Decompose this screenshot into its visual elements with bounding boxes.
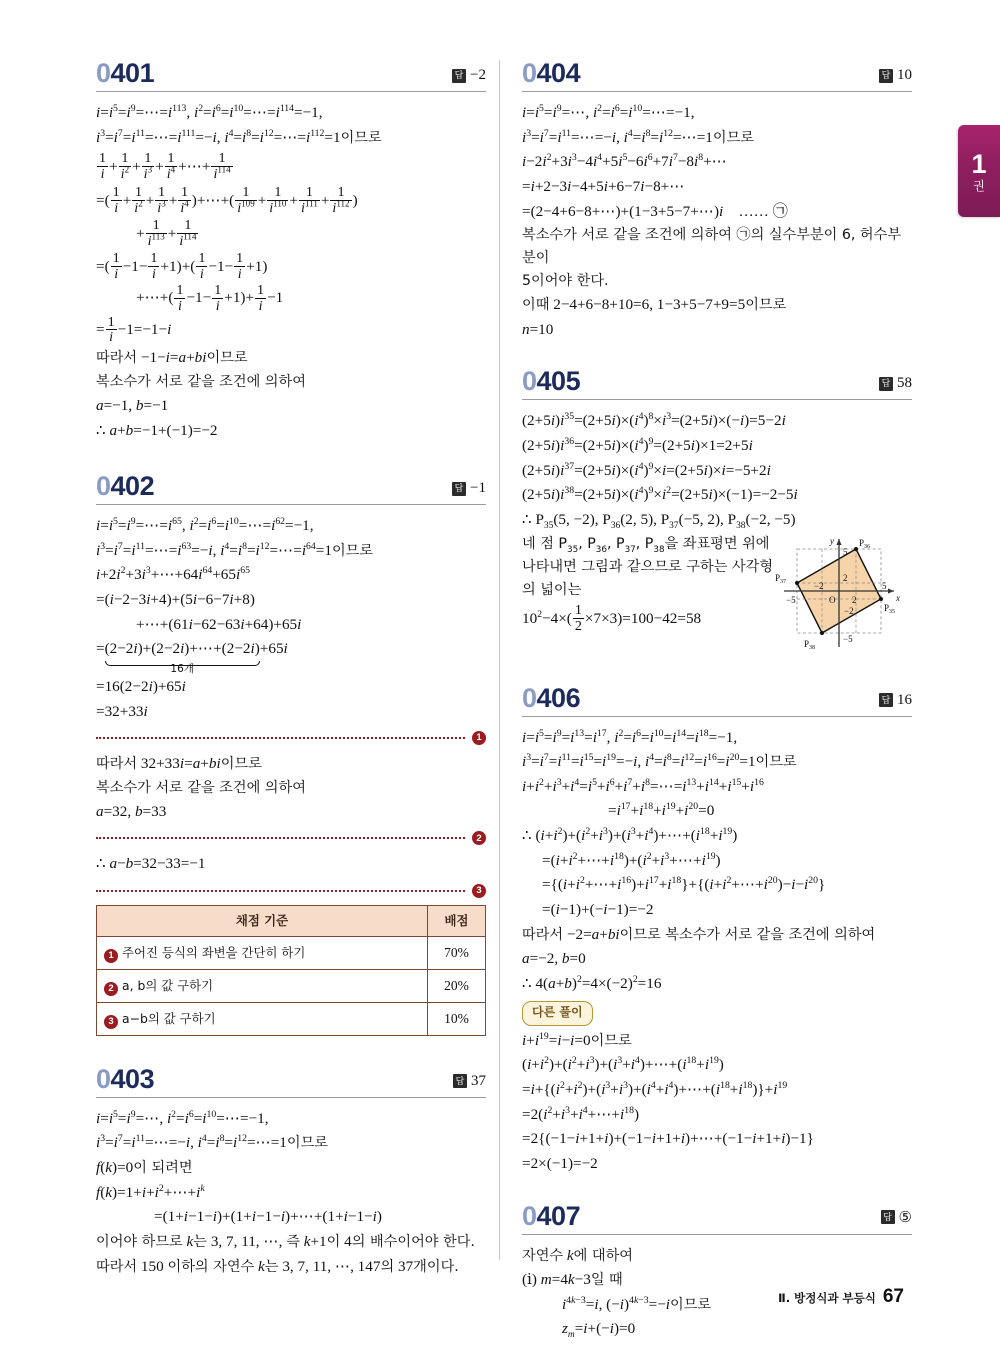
math-line: $(2+5i)i^{37}=(2+5i)\times(i^4)^9\times i=(2+5i)\times i=-5+2i$ bbox=[522, 460, 771, 479]
answer-value: ⑤ bbox=[898, 1209, 912, 1226]
math-line: $i+i^{19}=i-i=0$이므로 bbox=[522, 1030, 632, 1049]
math-line: a=−1, b=−1 bbox=[96, 396, 169, 414]
header-rule bbox=[522, 91, 912, 92]
problem-0406-number: 0406 bbox=[522, 682, 581, 713]
svg-text:−2: −2 bbox=[814, 580, 824, 591]
problem-0405-body bbox=[522, 409, 912, 658]
math-line: $i^3=i^7=i^{11}=\cdots=-i$, $i^4=i^8=i^{12}=\cdots=1$이므로 bbox=[522, 127, 754, 146]
problem-0404-header bbox=[522, 60, 912, 91]
problem-0403-body bbox=[96, 1107, 486, 1279]
svg-text:P38: $P_{38}$ bbox=[804, 638, 816, 651]
svg-text:−5: −5 bbox=[843, 633, 853, 644]
problem-0406-answer bbox=[879, 692, 912, 712]
math-line: ∴ $(i+i^2)+(i^2+i^3)+(i^3+i^4)+\cdots+(i^{18}+i^{19})$ bbox=[522, 825, 738, 844]
svg-text:2: 2 bbox=[852, 594, 857, 605]
volume-number: 1 bbox=[971, 148, 987, 179]
math-line: 따라서 −2=a+bi이므로 복소수가 서로 같을 조건에 의하여 bbox=[522, 925, 876, 943]
math-line: =(i−1)+(−i−1)=−2 bbox=[542, 900, 654, 918]
math-line: ∴ a+b=−1+(−1)=−2 bbox=[96, 421, 218, 439]
problem-0401 bbox=[96, 60, 486, 443]
step-marker: 3 bbox=[472, 884, 486, 898]
problem-0407-number: 0407 bbox=[522, 1200, 581, 1231]
underbrace: (2−2i)+(2−2i)+⋯+(2−2i) 16개 bbox=[104, 640, 260, 675]
math-line: 복소수가 서로 같을 조건에 의하여 ㉠의 실수부분이 6, 허수부분이 bbox=[522, 227, 902, 267]
math-line: $(2+5i)i^{38}=(2+5i)\times(i^4)^9\times i^2=(2+5i)\times(-1)=-2-5i$ bbox=[522, 485, 798, 504]
step-separator-1 bbox=[96, 731, 486, 745]
math-line: =(2−2i)+(2−2i)+⋯+(2−2i) 16개 +65i bbox=[96, 637, 486, 675]
math-line: $f(k)=1+i+i^2+\cdots+i^k$ bbox=[96, 1182, 205, 1201]
problem-0402-body bbox=[96, 514, 486, 1036]
math-line: $i=i^5=i^9=i^{13}=i^{17}$, $i^2=i^6=i^{10}=i^{14}=i^{18}=-1$, bbox=[522, 727, 738, 746]
math-line: $i+2i^2+3i^3+\cdots+64i^{64}+65i^{65}$ bbox=[96, 565, 250, 584]
math-line: =2×(−1)=−2 bbox=[522, 1154, 598, 1172]
math-line: $i=i^5=i^9=\cdots$, $i^2=i^6=i^{10}=\cdots=-1$, bbox=[522, 102, 695, 121]
math-line: +⋯+(61i−62−63i+64)+65i bbox=[136, 615, 302, 633]
column-divider bbox=[499, 60, 500, 1260]
math-line: $=i+\{(i^2+i^2)+(i^3+i^3)+(i^4+i^4)+\cdots+(i^{18}+i^{18})\}+i^{19}$ bbox=[522, 1080, 788, 1099]
header-rule bbox=[96, 504, 486, 505]
math-line: =32+33i bbox=[96, 702, 148, 720]
problem-0402-number: 0402 bbox=[96, 471, 155, 502]
math-line: $i=i^5=i^9=\cdots=i^{65}$, $i^2=i^6=i^{10}=\cdots=i^{62}=-1$, bbox=[96, 516, 314, 535]
header-rule bbox=[96, 91, 486, 92]
math-line: 이어야 하므로 k는 3, 7, 11, ⋯, 즉 k+1이 4의 배수이어야 한다. bbox=[96, 1232, 475, 1250]
math-line: =(2−4+6−8+⋯)+(1−3+5−7+⋯)i …… ㉠ bbox=[522, 202, 788, 220]
answer-icon: 답 bbox=[881, 1210, 895, 1224]
answer-icon: 답 bbox=[879, 377, 893, 391]
answer-value: 58 bbox=[897, 375, 912, 392]
math-line: $=2(i^2+i^3+i^4+\cdots+i^{18})$ bbox=[522, 1104, 639, 1123]
math-line: $10^2-4\times$( $\frac{1}{2}$ ×7×3)=100−42=58 bbox=[522, 601, 702, 634]
answer-icon: 답 bbox=[452, 482, 466, 496]
math-line: + $\frac{1}{i^{113}}$ + $\frac{1}{i^{114}}$ bbox=[136, 217, 197, 250]
problem-0401-number: 0401 bbox=[96, 58, 155, 88]
criterion-cell bbox=[97, 970, 428, 1003]
header-rule bbox=[522, 399, 912, 400]
svg-text:5: 5 bbox=[843, 546, 848, 557]
header-rule bbox=[522, 716, 912, 717]
math-line: =2{(−1−i+1+i)+(−1−i+1+i)+⋯+(−1−i+1+i)−1} bbox=[522, 1130, 814, 1148]
problem-0407-header bbox=[522, 1200, 912, 1234]
math-line: ∴ $P_{35}(5$, −2), $P_{36}(2$, 5), $P_{37}(-5$, 2), $P_{38}(-2$, −5) bbox=[522, 510, 796, 531]
answer-value: 37 bbox=[471, 1072, 486, 1089]
math-line: 따라서 −1−i=a+bi이므로 bbox=[96, 349, 248, 367]
criterion-text: a, b의 값 구하기 bbox=[122, 977, 214, 993]
problem-0406-header bbox=[522, 682, 912, 716]
problem-0401-body bbox=[96, 101, 486, 443]
math-line: 이때 2−4+6−8+10=6, 1−3+5−7+9=5이므로 bbox=[522, 296, 787, 314]
right-column bbox=[522, 60, 912, 1346]
svg-text:5: 5 bbox=[882, 580, 887, 591]
points-cell: 20% bbox=[428, 970, 486, 1003]
math-line: a=−2, b=0 bbox=[522, 950, 586, 968]
svg-text:P35: $P_{35}$ bbox=[884, 602, 896, 615]
math-line: (ⅰ) m=4k−3일 때 bbox=[522, 1271, 623, 1289]
problem-0403-number: 0403 bbox=[96, 1063, 155, 1094]
math-line: =( $\frac{1}{i}$ + $\frac{1}{i^2}$ + $\frac{1}{i^3}$ + $\frac{1}{i^4}$ )+⋯+( $\frac{1}{i^{109}}$ + $\frac{1}{i^{110}}$ + $\frac{1}{i^{111}}$ + $\frac{1}{i^{112}}$ ) bbox=[96, 183, 358, 216]
svg-text:O: O bbox=[829, 594, 836, 605]
problem-0402 bbox=[96, 473, 486, 1036]
problem-0402-header bbox=[96, 473, 486, 504]
coordinate-plane-figure bbox=[774, 529, 912, 657]
volume-unit: 권 bbox=[973, 178, 985, 193]
criterion-cell bbox=[97, 1002, 428, 1035]
header-rule bbox=[96, 1097, 486, 1098]
problem-0401-header bbox=[96, 60, 486, 91]
math-line: n=10 bbox=[522, 320, 554, 338]
header-rule bbox=[522, 1234, 912, 1235]
math-line: 네 점 $P_{35}$, $P_{36}$, $P_{37}$, $P_{38}$을 좌표평면 위에 bbox=[522, 535, 770, 555]
svg-text:−2: −2 bbox=[844, 605, 854, 616]
svg-text:P37: $P_{37}$ bbox=[775, 572, 787, 585]
problem-0404-number: 0404 bbox=[522, 58, 581, 88]
table-row bbox=[97, 970, 486, 1003]
math-line: $z_m=i+(-i)=0$ bbox=[562, 1320, 636, 1341]
math-line: =( $\frac{1}{i}$ −1− $\frac{1}{i}$ +1)+( $\frac{1}{i}$ −1− $\frac{1}{i}$ +1) bbox=[96, 249, 268, 282]
step-separator-3 bbox=[96, 884, 486, 898]
math-line: 따라서 150 이하의 자연수 k는 3, 7, 11, ⋯, 147의 37개이다. bbox=[96, 1257, 459, 1275]
answer-icon: 답 bbox=[453, 1074, 467, 1088]
step-marker: 2 bbox=[104, 982, 118, 996]
step-marker: 1 bbox=[472, 731, 486, 745]
dotted-line bbox=[96, 737, 465, 739]
math-line: $(i+i^2)+(i^2+i^3)+(i^3+i^4)+\cdots+(i^{18}+i^{19})$ bbox=[522, 1055, 724, 1074]
math-line: $i-2i^2+3i^3-4i^4+5i^5-6i^6+7i^7-8i^8+\cdots$ bbox=[522, 152, 727, 171]
problem-0407 bbox=[522, 1200, 912, 1343]
step-separator-2 bbox=[96, 831, 486, 845]
column-header-points: 배점 bbox=[428, 906, 486, 937]
math-line: $i^3=i^7=i^{11}=\cdots=i^{111}=-i$, $i^4=i^8=i^{12}=\cdots=i^{112}=1$이므로 bbox=[96, 127, 382, 146]
svg-text:P36: $P_{36}$ bbox=[859, 537, 871, 550]
math-line: = $\frac{1}{i}$ −1=−1−i bbox=[96, 313, 172, 346]
math-line: =i+2−3i−4+5i+6−7i−8+⋯ bbox=[522, 177, 685, 195]
scoring-table bbox=[96, 905, 486, 1036]
math-line: $i^3=i^7=i^{11}=\cdots=i^{63}=-i$, $i^4=i^8=i^{12}=\cdots=i^{64}=1$이므로 bbox=[96, 540, 374, 559]
page-footer bbox=[778, 1286, 904, 1308]
math-line: 자연수 k에 대하여 bbox=[522, 1246, 634, 1264]
criterion-cell bbox=[97, 937, 428, 970]
volume-tab bbox=[958, 125, 1000, 217]
problem-0401-answer bbox=[452, 67, 486, 87]
alt-solution-badge-wrap bbox=[522, 996, 912, 1028]
problem-0407-answer bbox=[881, 1208, 912, 1230]
math-line: 5이어야 한다. bbox=[522, 273, 609, 290]
math-line: $i=i^5=i^9=\cdots=i^{113}$, $i^2=i^6=i^{10}=\cdots=i^{114}=-1$, bbox=[96, 102, 323, 121]
problem-0405-header bbox=[522, 368, 912, 399]
footer-page-number: 67 bbox=[882, 1286, 904, 1307]
math-line: $i^{4k-3}=i$, $(-i)^{4k-3}=-i$이므로 bbox=[562, 1294, 712, 1313]
dotted-line bbox=[96, 890, 465, 892]
math-line: ∴ $4(a+b)^2=4\times(-2)^2=16$ bbox=[522, 973, 662, 992]
svg-text:2: 2 bbox=[843, 572, 848, 583]
footer-chapter: Ⅱ. 방정식과 부등식 bbox=[778, 1291, 876, 1305]
math-line: ∴ a−b=32−33=−1 bbox=[96, 855, 206, 873]
column-header-criterion: 채점 기준 bbox=[97, 906, 428, 937]
problem-0406 bbox=[522, 682, 912, 1177]
problem-0404-body bbox=[522, 101, 912, 342]
table-row bbox=[97, 937, 486, 970]
problem-0403 bbox=[96, 1063, 486, 1279]
math-line: 따라서 32+33i=a+bi이므로 bbox=[96, 755, 262, 773]
equation-tag: …… ㉠ bbox=[738, 202, 788, 220]
math-line: 복소수가 서로 같을 조건에 의하여 bbox=[96, 373, 306, 390]
math-line: $(2+5i)i^{35}=(2+5i)\times(i^4)^8\times i^3=(2+5i)\times(-i)=5-2i$ bbox=[522, 411, 786, 430]
step-marker: 2 bbox=[472, 831, 486, 845]
dotted-line bbox=[96, 837, 465, 839]
problem-0404-answer bbox=[879, 67, 912, 87]
answer-icon: 답 bbox=[879, 693, 893, 707]
svg-text:y: y bbox=[830, 535, 834, 546]
math-line: =16(2−2i)+65i bbox=[96, 677, 186, 695]
answer-icon: 답 bbox=[452, 69, 466, 83]
step-marker: 1 bbox=[104, 949, 118, 963]
math-line: 나타내면 그림과 같으므로 구하는 사각형 bbox=[522, 558, 774, 575]
answer-value: −2 bbox=[470, 67, 486, 83]
math-line: 복소수가 서로 같을 조건에 의하여 bbox=[96, 779, 306, 796]
problem-0404 bbox=[522, 60, 912, 342]
svg-text:−5: −5 bbox=[786, 594, 796, 605]
step-marker: 3 bbox=[104, 1015, 118, 1029]
math-line: $i^3=i^7=i^{11}=i^{15}=i^{19}=-i$, $i^4=i^8=i^{12}=i^{16}=i^{20}=1$이므로 bbox=[522, 752, 797, 771]
table-row bbox=[97, 1002, 486, 1035]
math-line: =(i−2−3i+4)+(5i−6−7i+8) bbox=[96, 591, 255, 609]
math-line: $=i^{17}+i^{18}+i^{19}+i^{20}=0$ bbox=[608, 801, 715, 820]
math-line: $i^3=i^7=i^{11}=\cdots=-i$, $i^4=i^8=i^{12}=\cdots=1$이므로 bbox=[96, 1133, 328, 1152]
math-line: a=32, b=33 bbox=[96, 802, 167, 820]
problem-0405-number: 0405 bbox=[522, 366, 581, 397]
points-cell: 70% bbox=[428, 937, 486, 970]
math-line: $i+i^2+i^3+i^4=i^5+i^6+i^7+i^8=\cdots=i^{13}+i^{14}+i^{15}+i^{16}$ bbox=[522, 776, 764, 795]
problem-0406-body bbox=[522, 726, 912, 1177]
problem-0405 bbox=[522, 368, 912, 658]
answer-value: 10 bbox=[897, 67, 912, 83]
math-line: =(1+i−1−i)+(1+i−1−i)+⋯+(1+i−1−i) bbox=[154, 1208, 382, 1226]
svg-text:x: x bbox=[896, 592, 900, 603]
math-line: $(2+5i)i^{36}=(2+5i)\times(i^4)^9=(2+5i)\times 1=2+5i$ bbox=[522, 435, 753, 454]
math-line: $i=i^5=i^9=\cdots$, $i^2=i^6=i^{10}=\cdots=-1$, bbox=[96, 1108, 269, 1127]
math-line: $=(i+i^2+\cdots+i^{18})+(i^2+i^3+\cdots+i^{19})$ bbox=[542, 850, 721, 869]
problem-0403-header bbox=[96, 1063, 486, 1097]
points-cell: 10% bbox=[428, 1002, 486, 1035]
left-column bbox=[96, 60, 486, 1283]
criterion-text: a−b의 값 구하기 bbox=[122, 1010, 216, 1026]
math-line: f(k)=0이 되려면 bbox=[96, 1159, 193, 1176]
problem-0405-answer bbox=[879, 375, 912, 395]
answer-value: −1 bbox=[470, 480, 486, 497]
alt-solution-badge: 다른 풀이 bbox=[522, 1001, 593, 1025]
math-line: 의 넓이는 bbox=[522, 581, 582, 598]
problem-0402-answer bbox=[452, 480, 486, 500]
math-line: $\frac{1}{i}$ + $\frac{1}{i^2}$ + $\frac{1}{i^3}$ + $\frac{1}{i^4}$ +⋯+ $\frac{1}{i^{114}}$ bbox=[99, 150, 231, 183]
math-line: +⋯+( $\frac{1}{i}$ −1− $\frac{1}{i}$ +1)+ $\frac{1}{i}$ −1 bbox=[136, 281, 284, 314]
problem-0403-answer bbox=[453, 1073, 486, 1093]
math-line: $=\{(i+i^2+\cdots+i^{16})+i^{17}+i^{18}\}+\{(i+i^2+\cdots+i^{20})-i-i^{20}\}$ bbox=[542, 875, 826, 894]
answer-value: 16 bbox=[897, 691, 912, 708]
table-header-row bbox=[97, 906, 486, 937]
criterion-text: 주어진 등식의 좌변을 간단히 하기 bbox=[122, 945, 306, 961]
answer-icon: 답 bbox=[879, 69, 893, 83]
